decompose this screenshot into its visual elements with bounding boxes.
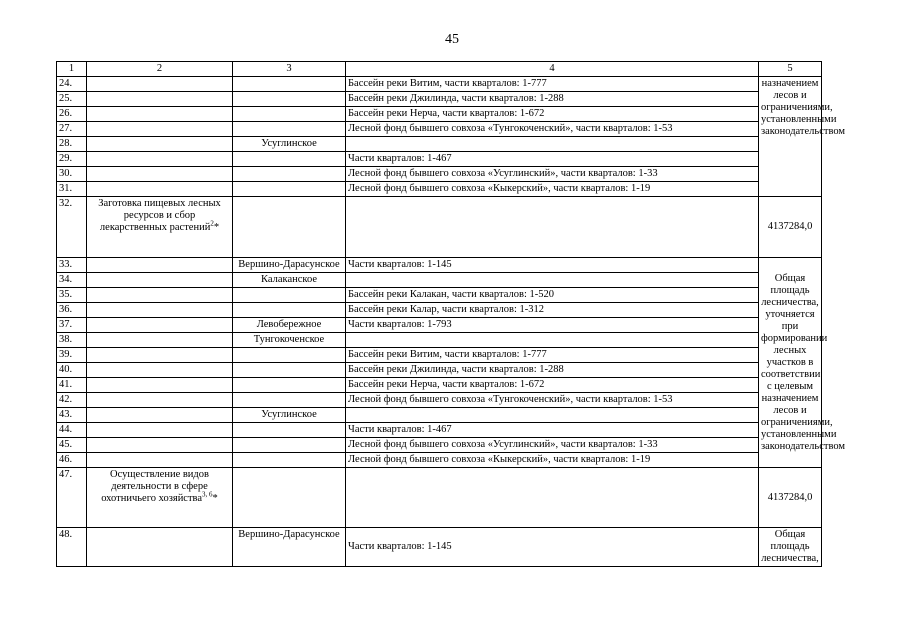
- location-cell: Лесной фонд бывшего совхоза «Усуглинский», части кварталов: 1-33: [346, 438, 759, 453]
- location-cell: Части кварталов: 1-467: [346, 423, 759, 438]
- location-cell: Части кварталов: 1-793: [346, 318, 759, 333]
- location-cell: Части кварталов: 1-145: [346, 528, 759, 567]
- row-number: 42.: [57, 393, 87, 408]
- area-note-cell: Общая площадь лесничества, уточняется при формировании лесных участков в соответствии с целевым назначением лесов и ограничениями, установленными законодательством: [759, 258, 822, 468]
- location-cell: Лесной фонд бывшего совхоза «Кыкерский», части кварталов: 1-19: [346, 182, 759, 197]
- activity-cell: Осуществление видов деятельности в сфере охотничьего хозяйства$^{3, 6}$*: [87, 468, 233, 528]
- row-number: 24.: [57, 77, 87, 92]
- table-row: [57, 333, 822, 348]
- table-row: [57, 273, 822, 288]
- row-number: 29.: [57, 152, 87, 167]
- district-cell: Усуглинское: [233, 408, 346, 423]
- header-cell: 3: [233, 62, 346, 77]
- header-cell: 2: [87, 62, 233, 77]
- location-cell: Лесной фонд бывшего совхоза «Тунгокоченский», части кварталов: 1-53: [346, 122, 759, 137]
- table-row: [57, 107, 822, 122]
- row-number: 46.: [57, 453, 87, 468]
- location-cell: Бассейн реки Джилинда, части кварталов: 1-288: [346, 92, 759, 107]
- area-note-cell: Общая площадь лесничества,: [759, 528, 822, 567]
- table-row: [57, 393, 822, 408]
- area-value: 4137284,0: [759, 197, 822, 258]
- district-cell: Вершино-Дарасунское: [233, 528, 346, 567]
- district-cell: Вершино-Дарасунское: [233, 258, 346, 273]
- district-cell: Левобережное: [233, 318, 346, 333]
- header-row: [57, 62, 822, 77]
- table-row: [57, 303, 822, 318]
- table-row: [57, 152, 822, 167]
- row-number: 25.: [57, 92, 87, 107]
- row-number: 34.: [57, 273, 87, 288]
- table-row: [57, 288, 822, 303]
- row-number: 39.: [57, 348, 87, 363]
- row-number: 44.: [57, 423, 87, 438]
- table-row: [57, 182, 822, 197]
- table-row: [57, 408, 822, 423]
- row-number: 47.: [57, 468, 87, 528]
- page-number: 45: [445, 32, 459, 47]
- row-number: 43.: [57, 408, 87, 423]
- district-cell: Усуглинское: [233, 137, 346, 152]
- row-number: 41.: [57, 378, 87, 393]
- area-note-cell: назначением лесов и ограничениями, установленными законодательством: [759, 77, 822, 197]
- row-number: 35.: [57, 288, 87, 303]
- table-row: [57, 137, 822, 152]
- row-number: 36.: [57, 303, 87, 318]
- table-row: [57, 197, 822, 258]
- table-row: [57, 453, 822, 468]
- table-row: [57, 122, 822, 137]
- row-number: 33.: [57, 258, 87, 273]
- area-value: 4137284,0: [759, 468, 822, 528]
- row-number: 31.: [57, 182, 87, 197]
- location-cell: Лесной фонд бывшего совхоза «Усуглинский», части кварталов: 1-33: [346, 167, 759, 182]
- location-cell: Бассейн реки Джилинда, части кварталов: 1-288: [346, 363, 759, 378]
- row-number: 32.: [57, 197, 87, 258]
- table-row: [57, 468, 822, 528]
- row-number: 40.: [57, 363, 87, 378]
- header-cell: 4: [346, 62, 759, 77]
- location-cell: Бассейн реки Витим, части кварталов: 1-777: [346, 348, 759, 363]
- table-row: [57, 77, 822, 92]
- table-row: [57, 423, 822, 438]
- row-number: 27.: [57, 122, 87, 137]
- table-row: [57, 318, 822, 333]
- district-cell: Тунгокоченское: [233, 333, 346, 348]
- table-row: [57, 378, 822, 393]
- district-cell: Калаканское: [233, 273, 346, 288]
- location-cell: Лесной фонд бывшего совхоза «Кыкерский», части кварталов: 1-19: [346, 453, 759, 468]
- location-cell: Лесной фонд бывшего совхоза «Тунгокоченский», части кварталов: 1-53: [346, 393, 759, 408]
- table-row: [57, 348, 822, 363]
- activity-cell: Заготовка пищевых лесных ресурсов и сбор лекарственных растений$^2$*: [87, 197, 233, 258]
- row-number: 30.: [57, 167, 87, 182]
- header-cell: 5: [759, 62, 822, 77]
- table-row: [57, 438, 822, 453]
- table-row: [57, 92, 822, 107]
- forestry-table: [56, 61, 846, 567]
- location-cell: Бассейн реки Калакан, части кварталов: 1-520: [346, 288, 759, 303]
- row-number: 37.: [57, 318, 87, 333]
- row-number: 38.: [57, 333, 87, 348]
- row-number: 28.: [57, 137, 87, 152]
- location-cell: Части кварталов: 1-145: [346, 258, 759, 273]
- table-row: [57, 258, 822, 273]
- location-cell: Бассейн реки Нерча, части кварталов: 1-672: [346, 378, 759, 393]
- location-cell: Части кварталов: 1-467: [346, 152, 759, 167]
- row-number: 48.: [57, 528, 87, 567]
- row-number: 26.: [57, 107, 87, 122]
- location-cell: Бассейн реки Калар, части кварталов: 1-312: [346, 303, 759, 318]
- location-cell: Бассейн реки Витим, части кварталов: 1-777: [346, 77, 759, 92]
- table-row: [57, 167, 822, 182]
- table-row: [57, 528, 822, 567]
- row-number: 45.: [57, 438, 87, 453]
- table-row: [57, 363, 822, 378]
- header-cell: 1: [57, 62, 87, 77]
- location-cell: Бассейн реки Нерча, части кварталов: 1-672: [346, 107, 759, 122]
